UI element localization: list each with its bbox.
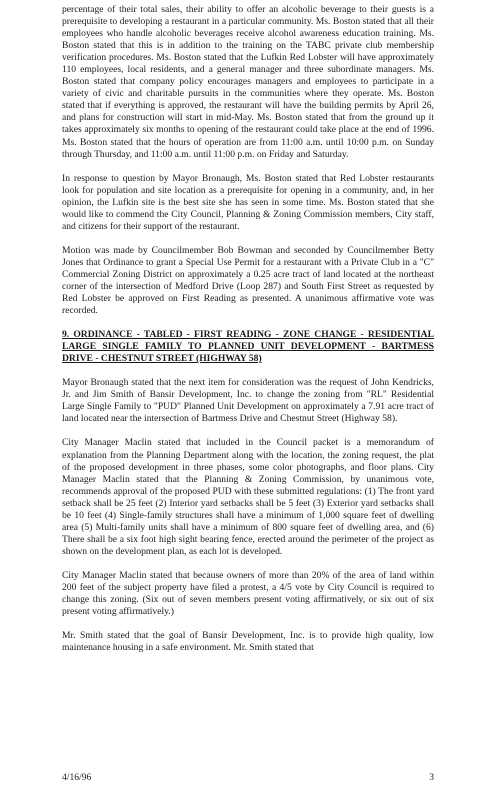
paragraph-protest-vote: City Manager Maclin stated that because owners of more than 20% of the area of land within 200 feet of the subject property have filed a protest, a 4/5 vote by City Council is required to change this zoning. (Six out of seven members present voting affirmatively, or six out of six present voting affirmatively.) bbox=[62, 569, 434, 618]
agenda-item-heading: 9. ORDINANCE - TABLED - FIRST READING - ZONE CHANGE - RESIDENTIAL LARGE SINGLE FAMILY TO PLANNED UNIT DEVELOPMENT - BARTMESS DRIVE - CHESTNUT STREET (HIGHWAY 58) bbox=[62, 329, 434, 365]
page-footer bbox=[62, 772, 434, 784]
minutes-page bbox=[62, 4, 434, 666]
page-number: 3 bbox=[429, 772, 434, 783]
paragraph-city-manager-regulations: City Manager Maclin stated that included in the Council packet is a memorandum of explanation from the Planning Department along with the location, the zoning request, the plat of the proposed development in three phases, some color photographs, and floor plans. City Manager Maclin stated that the Planning & Zoning Commission, by unanimous vote, recommends approval of the proposed PUD with these submitted regulations: (1) The front yard setback shall be 25 feet (2) Interior yard setbacks shall be 5 feet (3) Exterior yard setbacks shall be 10 feet (4) Single-family structures shall have a minimum of 1,000 square feet of dwelling area (5) Multi-family units shall have a minimum of 800 square feet of dwelling area, and (6) There shall be a six foot high sight bearing fence, erected around the perimeter of the project as shown on the development plan, as each lot is developed. bbox=[62, 437, 434, 557]
paragraph-developer-goal: Mr. Smith stated that the goal of Bansir Development, Inc. is to provide high quality, low maintenance housing in a safe environment. Mr. Smith stated that bbox=[62, 630, 434, 654]
footer-date: 4/16/96 bbox=[62, 772, 92, 783]
paragraph-motion: Motion was made by Councilmember Bob Bowman and seconded by Councilmember Betty Jones that Ordinance to grant a Special Use Permit for a restaurant with a Private Club in a "C" Commercial Zoning District on approximately a 0.25 acre tract of land located at the northeast corner of the intersection of Medford Drive (Loop 287) and South First Street as requested by Red Lobster be approved on First Reading as presented. A unanimous affirmative vote was recorded. bbox=[62, 244, 434, 317]
paragraph-zoning-request: Mayor Bronaugh stated that the next item for consideration was the request of John Kendricks, Jr. and Jim Smith of Bansir Development, Inc. to change the zoning from "RL" Residential Large Single Family to "PUD" Planned Unit Development on approximately a 7.91 acre tract of land located near the intersection of Bartmess Drive and Chestnut Street (Highway 58). bbox=[62, 377, 434, 425]
paragraph-red-lobster-testimony: percentage of their total sales, their ability to offer an alcoholic beverage to their guests is a prerequisite to developing a restaurant in a particular community. Ms. Boston stated that all their employees who handle alcoholic beverages receive alcohol awareness education training. Ms. Boston stated that this is in addition to the training on the TABC private club membership verification procedures. Ms. Boston stated that the Lufkin Red Lobster will have approximately 110 employees, local residents, and a general manager and three subordinate managers. Ms. Boston stated that company policy encourages managers and employees to participate in a variety of civic and charitable pursuits in the communities where they operate. Ms. Boston stated that if everything is approved, the restaurant will have the building permits by April 26, and plans for construction will start in mid-May. Ms. Boston stated that from the ground up it takes approximately six months to opening of the restaurant could take place at the end of 1996. Ms. Boston stated that the hours of operation are from 11:00 a.m. until 10:00 p.m. on Sunday through Thursday, and 11:00 a.m. until 11:00 p.m. on Friday and Saturday. bbox=[62, 4, 434, 160]
paragraph-mayor-question: In response to question by Mayor Bronaugh, Ms. Boston stated that Red Lobster restaurants look for population and site location as a prerequisite for opening in a community, and, in her opinion, the Lufkin site is the best site she has seen in some time. Ms. Boston stated that she would like to commend the City Council, Planning & Zoning Commission members, City staff, and citizens for their support of the restaurant. bbox=[62, 172, 434, 232]
